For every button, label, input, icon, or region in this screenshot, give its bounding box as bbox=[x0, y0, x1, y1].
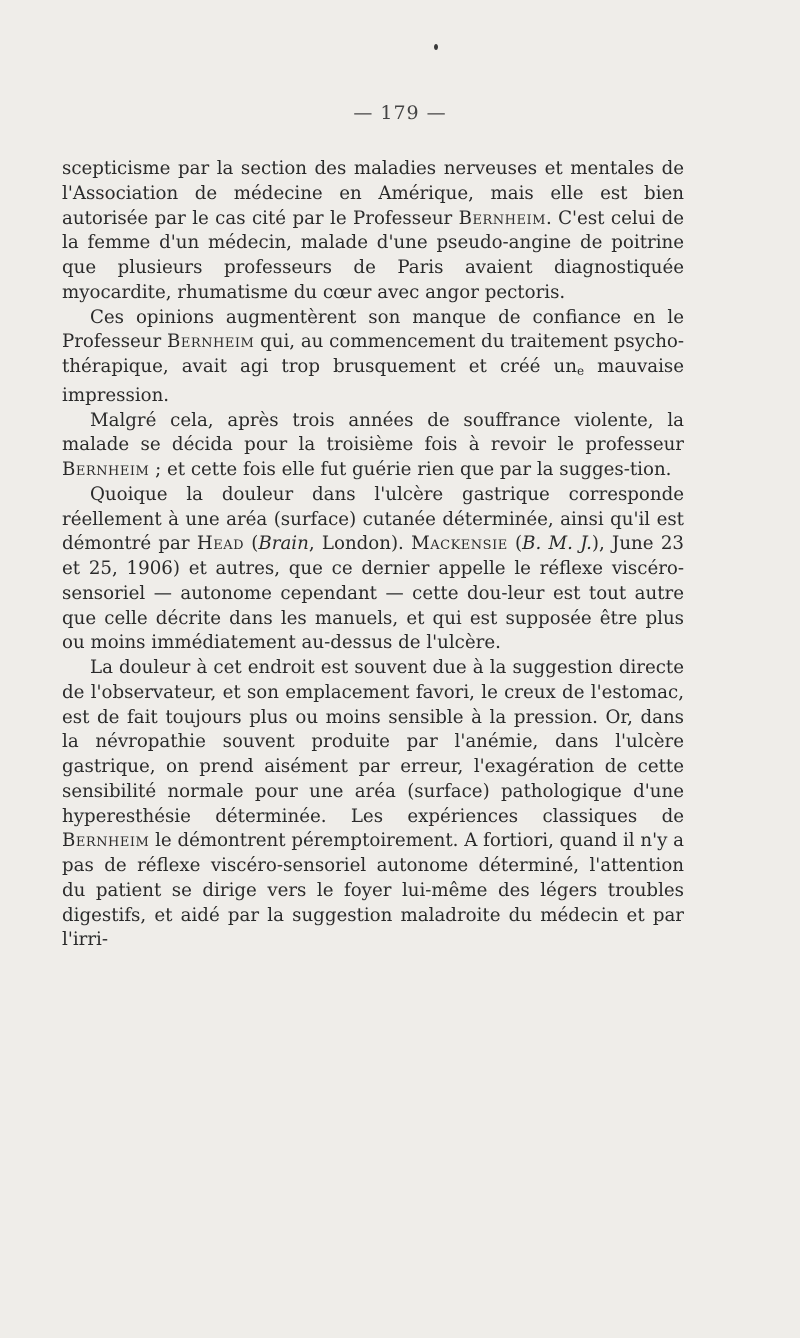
text-run: , London). bbox=[308, 533, 412, 555]
author-name: Bernheim bbox=[458, 207, 546, 229]
paragraph bbox=[62, 306, 684, 409]
text-run: le démontrent péremptoirement. A fortiori, quand il n'y a pas de réflexe viscéro-sensoriel autonome déterminé, l'attention du patient se dirige vers le foyer lui-même des légers troubles digestifs, et aidé par la suggestion maladroite du médecin et par l'irri- bbox=[62, 830, 685, 951]
text-run: mauvaise impression. bbox=[62, 356, 684, 406]
text-run: ( bbox=[507, 533, 523, 555]
author-name: Bernheim bbox=[167, 331, 255, 353]
journal-title: B. M. J. bbox=[522, 533, 592, 555]
text-run: scepticisme par la section des maladies nerveuses et mentales de l'Association de médecine en Amérique, mais elle est bien autorisée par le cas cité par le Professeur bbox=[62, 158, 684, 229]
text-run: ; et cette fois elle fut guérie rien que par la sugges-tion. bbox=[149, 459, 672, 480]
journal-title: Brain bbox=[258, 533, 309, 555]
author-name: Bernheim bbox=[62, 830, 150, 852]
ink-speck bbox=[434, 44, 438, 50]
paragraph bbox=[62, 483, 684, 656]
author-name: Mackensie bbox=[411, 533, 508, 555]
author-name: Bernheim bbox=[62, 459, 150, 480]
body-text bbox=[62, 157, 684, 953]
text-run: ( bbox=[244, 533, 259, 555]
text-run: Malgré cela, après trois années de souffrance violente, la malade se décida pour la troisième fois à revoir le professeur bbox=[62, 409, 684, 456]
misprint-letter: e bbox=[576, 364, 585, 378]
author-name: Head bbox=[196, 533, 245, 555]
text-run: . C'est celui de la femme d'un médecin, malade d'une pseudo-angine de poitrine que plusieurs professeurs de Paris avaient diagnostiquée myocardite, rhumatisme du cœur avec angor pectoris. bbox=[62, 207, 684, 303]
text-run: Quoique la douleur dans l'ulcère gastrique corresponde réellement à une aréa (surface) cutanée déterminée, ainsi qu'il est démontré par bbox=[62, 483, 684, 555]
paragraph bbox=[62, 409, 684, 483]
text-run: ), June 23 et 25, 1906) et autres, que ce dernier appelle le réflexe viscéro-sensoriel — autonome cependant — cette dou-leur est tout autre que celle décrite dans les manuels, et qui est supposée être plus ou moins immédiatement au-dessus de l'ulcère. bbox=[62, 533, 684, 654]
paragraph bbox=[62, 157, 684, 306]
page-number: — 179 — bbox=[353, 102, 447, 124]
text-run: Ces opinions augmentèrent son manque de confiance en le Professeur bbox=[62, 306, 684, 353]
paragraph bbox=[62, 656, 684, 953]
text-run: qui, au commencement du traitement psycho-thérapique, avait agi trop brusquement et créé un bbox=[62, 331, 685, 377]
text-run: La douleur à cet endroit est souvent due à la suggestion directe de l'observateur, et son emplacement favori, le creux de l'estomac, est de fait toujours plus ou moins sensible à la pression. Or, dans la névropathie souvent produite par l'anémie, dans l'ulcère gastrique, on prend aisément par erreur, l'exagération de cette sensibilité normale pour une aréa (surface) pathologique d'une hyperesthésie déterminée. Les expériences classiques de bbox=[62, 657, 684, 827]
